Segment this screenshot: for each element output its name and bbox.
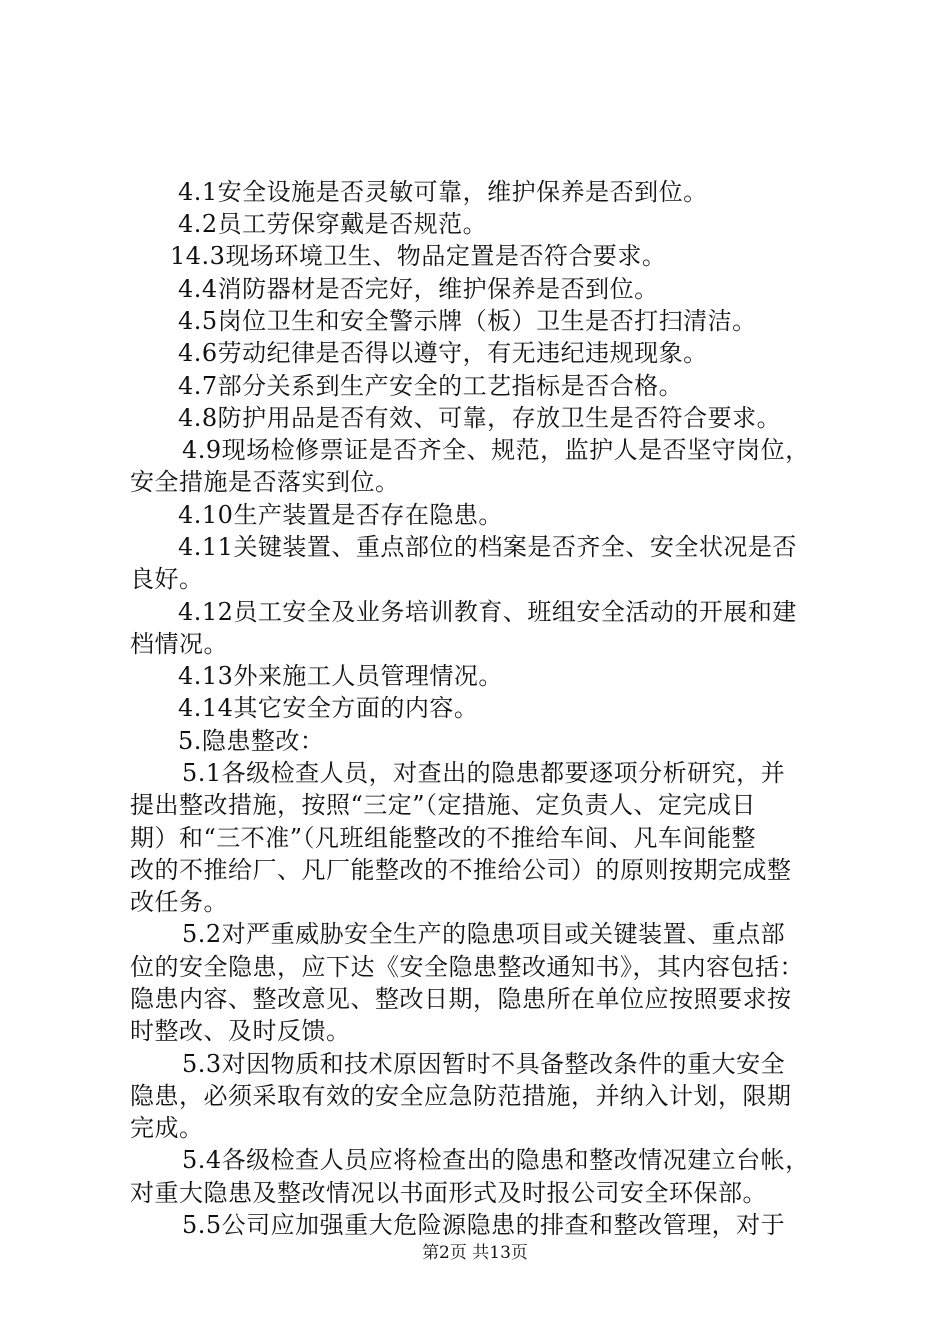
- text-line: 5.3对因物质和技术原因暂时不具备整改条件的重大安全: [182, 1050, 786, 1078]
- text-line: 4.1安全设施是否灵敏可靠，维护保养是否到位。: [178, 178, 708, 206]
- text-line: 4.6劳动纪律是否得以遵守，有无违纪违规现象。: [178, 339, 708, 367]
- text-line: 4.10生产装置是否存在隐患。: [178, 501, 503, 529]
- text-line: 5.4各级检查人员应将检查出的隐患和整改情况建立台帐，: [182, 1146, 810, 1174]
- text-line: 4.4消防器材是否完好，维护保养是否到位。: [178, 275, 659, 303]
- section-heading: 5.隐患整改：: [178, 727, 325, 755]
- text-line: 14.3现场环境卫生、物品定置是否符合要求。: [170, 242, 667, 270]
- text-line: 良好。: [130, 565, 204, 593]
- text-line: 期）和“三不准”（凡班组能整改的不推给车间、凡车间能整: [130, 824, 757, 852]
- text-line: 位的安全隐患，应下达《安全隐患整改通知书》，其内容包括：: [130, 953, 804, 981]
- text-line: 5.1各级检查人员，对查出的隐患都要逐项分析研究，并: [182, 759, 786, 787]
- text-line: 隐患，必须采取有效的安全应急防范措施，并纳入计划，限期: [130, 1082, 792, 1110]
- text-line: 提出整改措施，按照“三定”（定措施、定负责人、定完成日: [130, 791, 757, 819]
- text-line: 改的不推给厂、凡厂能整改的不推给公司）的原则按期完成整: [130, 856, 792, 884]
- text-line: 4.2员工劳保穿戴是否规范。: [178, 210, 488, 238]
- text-line: 隐患内容、整改意见、整改日期，隐患所在单位应按照要求按: [130, 985, 792, 1013]
- text-line: 档情况。: [130, 630, 228, 658]
- text-line: 5.2对严重威胁安全生产的隐患项目或关键装置、重点部: [182, 920, 786, 948]
- text-line: 改任务。: [130, 888, 228, 916]
- text-line: 4.9现场检修票证是否齐全、规范，监护人是否坚守岗位，: [182, 436, 810, 464]
- page-number-footer: 第2页 共13页: [422, 1243, 528, 1263]
- text-line: 完成。: [130, 1114, 204, 1142]
- text-line: 5.5公司应加强重大危险源隐患的排查和整改管理，对于: [182, 1211, 786, 1239]
- text-line: 4.13外来施工人员管理情况。: [178, 662, 503, 690]
- text-line: 4.12员工安全及业务培训教育、班组安全活动的开展和建: [178, 598, 797, 626]
- text-line: 对重大隐患及整改情况以书面形式及时报公司安全环保部。: [130, 1179, 767, 1207]
- text-line: 4.7部分关系到生产安全的工艺指标是否合格。: [178, 372, 684, 400]
- text-line: 安全措施是否落实到位。: [130, 468, 400, 496]
- text-line: 4.8防护用品是否有效、可靠，存放卫生是否符合要求。: [178, 404, 782, 432]
- text-line: 4.5岗位卫生和安全警示牌（板）卫生是否打扫清洁。: [178, 307, 757, 335]
- text-line: 4.14其它安全方面的内容。: [178, 694, 479, 722]
- text-line: 时整改、及时反馈。: [130, 1017, 351, 1045]
- text-line: 4.11关键装置、重点部位的档案是否齐全、安全状况是否: [178, 533, 797, 561]
